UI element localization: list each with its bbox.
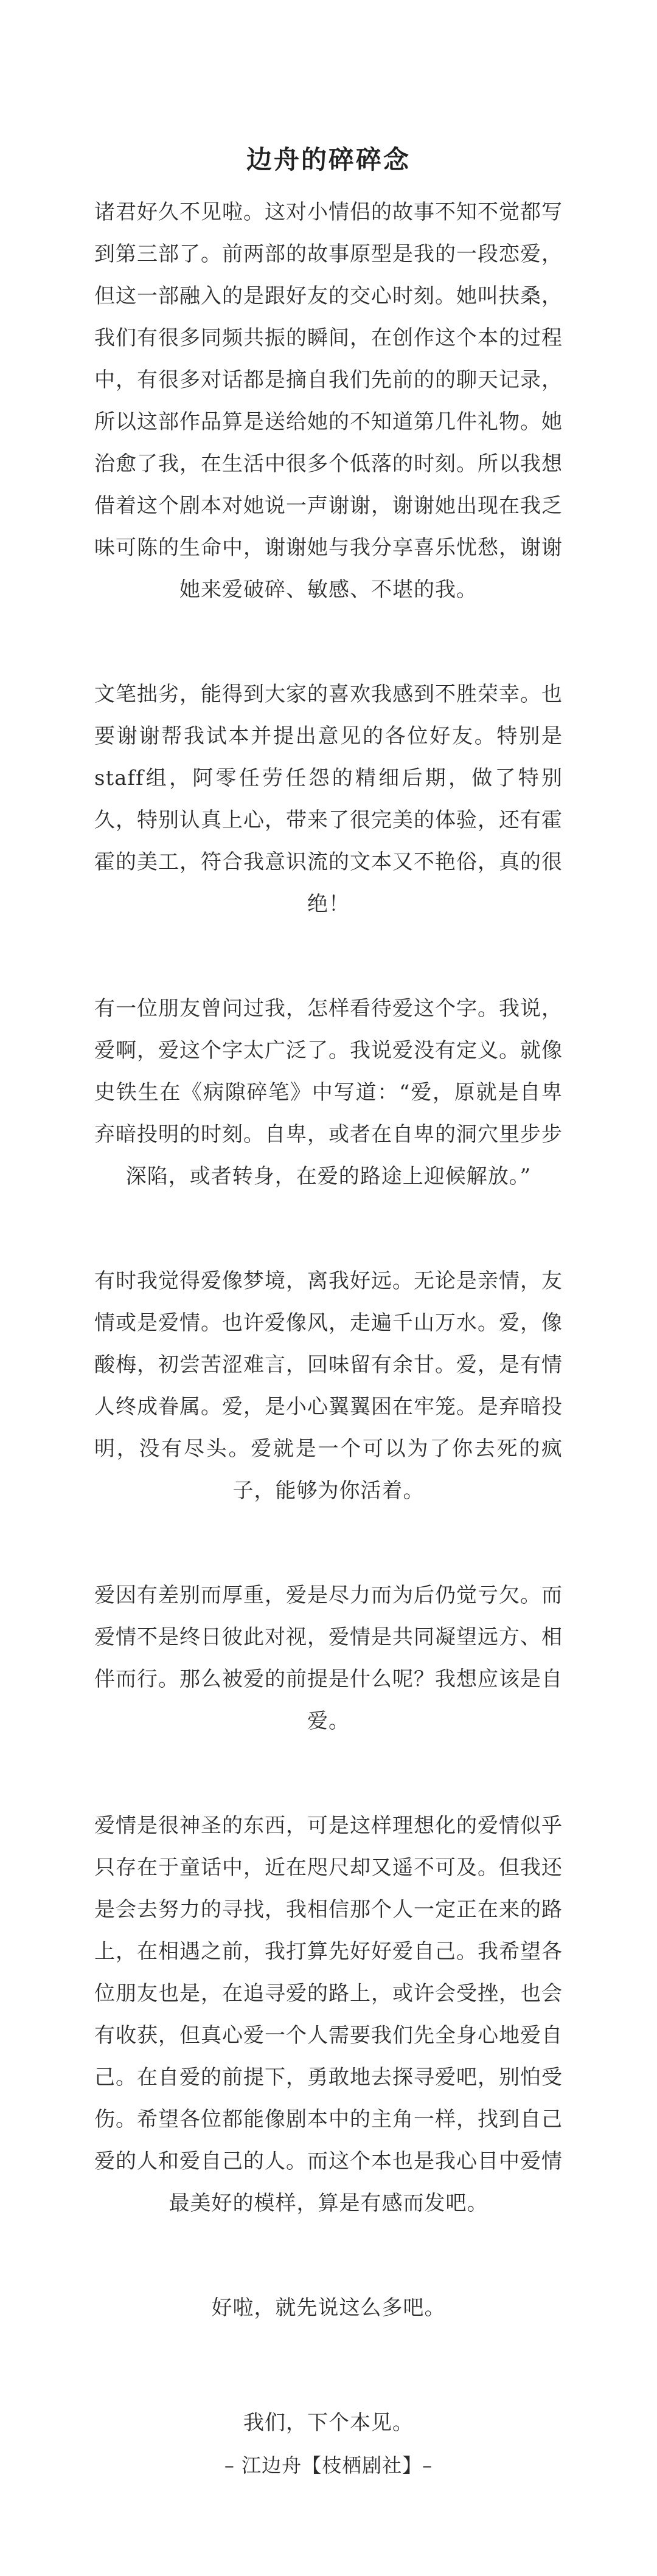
author-signature: – 江边舟【枝栖剧社】–: [224, 2454, 433, 2477]
closing-line-2: 我们，下个本见。: [243, 2411, 414, 2435]
afterword-body: [94, 192, 563, 2517]
paragraph-definition-of-love: 有一位朋友曾问过我，怎样看待爱这个字。我说，爱啊，爱这个字太广泛了。我说爱没有定义。就像史铁生在《病隙碎笔》中写道：“爱，原就是自卑弃暗投明的时刻。自卑，或者在自卑的洞穴里步步深陷，或者转身，在爱的路途上迎候解放。”: [94, 996, 563, 1189]
paragraph-gratitude: 诸君好久不见啦。这对小情侣的故事不知不觉都写到第三部了。前两部的故事原型是我的一段恋爱，但这一部融入的是跟好友的交心时刻。她叫扶桑，我们有很多同频共振的瞬间，在创作这个本的过程中，有很多对话都是摘自我们先前的的聊天记录，所以这部作品算是送给她的不知道第几件礼物。她治愈了我，在生活中很多个低落的时刻。所以我想借着这个剧本对她说一声谢谢，谢谢她出现在我乏味可陈的生命中，谢谢她与我分享喜乐忧愁，谢谢她来爱破碎、敏感、不堪的我。: [94, 200, 563, 602]
page-title: 边舟的碎碎念: [246, 145, 411, 175]
paragraph-sacred-love: 爱情是很神圣的东西，可是这样理想化的爱情似乎只存在于童话中，近在咫尺却又遥不可及。但我还是会去努力的寻找，我相信那个人一定正在来的路上，在相遇之前，我打算先好好爱自己。我希望各位朋友也是，在追寻爱的路上，或许会受挫，也会有收获，但真心爱一个人需要我们先全身心地爱自己。在自爱的前提下，勇敢地去探寻爱吧，别怕受伤。希望各位都能像剧本中的主角一样，找到自己爱的人和爱自己的人。而这个本也是我心目中爱情最美好的模样，算是有感而发吧。: [94, 1814, 563, 2215]
closing-line-1: 好啦，就先说这么多吧。: [211, 2296, 446, 2320]
paragraph-love-like-dream: 有时我觉得爱像梦境，离我好远。无论是亲情，友情或是爱情。也许爱像风，走遍千山万水。爱，像酸梅，初尝苦涩难言，回味留有余甘。爱，是有情人终成眷属。爱，是小心翼翼困在牢笼。是弃暗投明，没有尽头。爱就是一个可以为了你去死的疯子，能够为你活着。: [94, 1269, 563, 1503]
paragraph-thanks-staff: 文笔拙劣，能得到大家的喜欢我感到不胜荣幸。也要谢谢帮我试本并提出意见的各位好友。特别是staff组，阿零任劳任怨的精细后期，做了特别久，特别认真上心，带来了很完美的体验，还有霍霍的美工，符合我意识流的文本又不艳俗，真的很绝！: [94, 682, 563, 916]
paragraph-self-love: 爱因有差别而厚重，爱是尽力而为后仍觉亏欠。而爱情不是终日彼此对视，爱情是共同凝望远方、相伴而行。那么被爱的前提是什么呢？我想应该是自爱。: [94, 1583, 563, 1733]
